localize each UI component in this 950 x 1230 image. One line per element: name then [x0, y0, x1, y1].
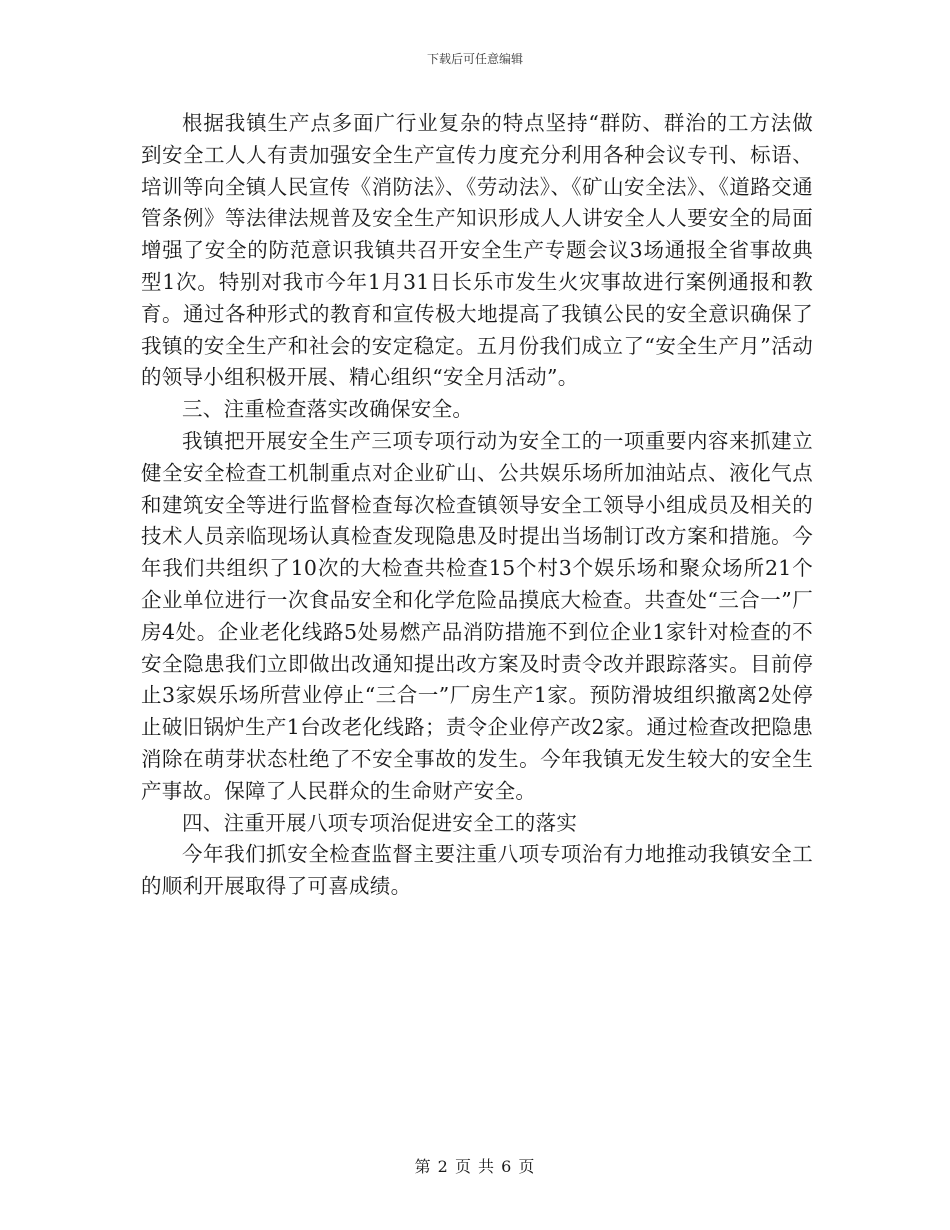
paragraph-special-governance: 今年我们抓安全检查监督主要注重八项专项治有力地推动我镇安全工的顺利开展取得了可喜成绩。 — [141, 842, 813, 899]
page-number: 第 2 页 共 6 页 — [414, 1157, 536, 1176]
section-heading-3: 三、注重检查落实改确保安全。 — [182, 397, 474, 422]
header-note: 下载后可任意编辑 — [426, 52, 523, 66]
document-body — [141, 108, 813, 903]
paragraph-inspection: 我镇把开展安全生产三项专项行动为安全工的一项重要内容来抓建立健全安全检查工机制重点对企业矿山、公共娱乐场所加油站点、液化气点和建筑安全等进行监督检查每次检查镇领导安全工领导小组成员及相关的技术人员亲临现场认真检查发现隐患及时提出当场制订改方案和措施。今年我们共组织了10次的大检查共检查15个村3个娱乐场和聚众场所21个企业单位进行一次食品安全和化学危险品摸底大检查。共查处“三合一”厂房4处。企业老化线路5处易燃产品消防措施不到位企业1家针对检查的不安全隐患我们立即做出改通知提出改方案及时责令改并跟踪落实。目前停止3家娱乐场所营业停止“三合一”厂房生产1家。预防滑坡组织撤离2处停止破旧锅炉生产1台改老化线路；责令企业停产改2家。通过检查改把隐患消除在萌芽状态杜绝了不安全事故的发生。今年我镇无发生较大的安全生产事故。保障了人民群众的生命财产安全。 — [141, 428, 813, 803]
section-heading-4: 四、注重开展八项专项治促进安全工的落实 — [182, 810, 578, 835]
paragraph-publicity: 根据我镇生产点多面广行业复杂的特点坚持“群防、群治的工方法做到安全工人人有责加强安全生产宣传力度充分利用各种会议专刊、标语、培训等向全镇人民宣传《消防法》、《劳动法》、《矿山安全法》、《道路交通管条例》等法律法规普及安全生产知识形成人人讲安全人人要安全的局面增强了安全的防范意识我镇共召开安全生产专题会议3场通报全省事故典型1次。特别对我市今年1月31日长乐市发生火灾事故进行案例通报和教育。通过各种形式的教育和宣传极大地提高了我镇公民的安全意识确保了我镇的安全生产和社会的安定稳定。五月份我们成立了“安全生产月”活动的领导小组积极开展、精心组织“安全月活动”。 — [141, 111, 813, 390]
